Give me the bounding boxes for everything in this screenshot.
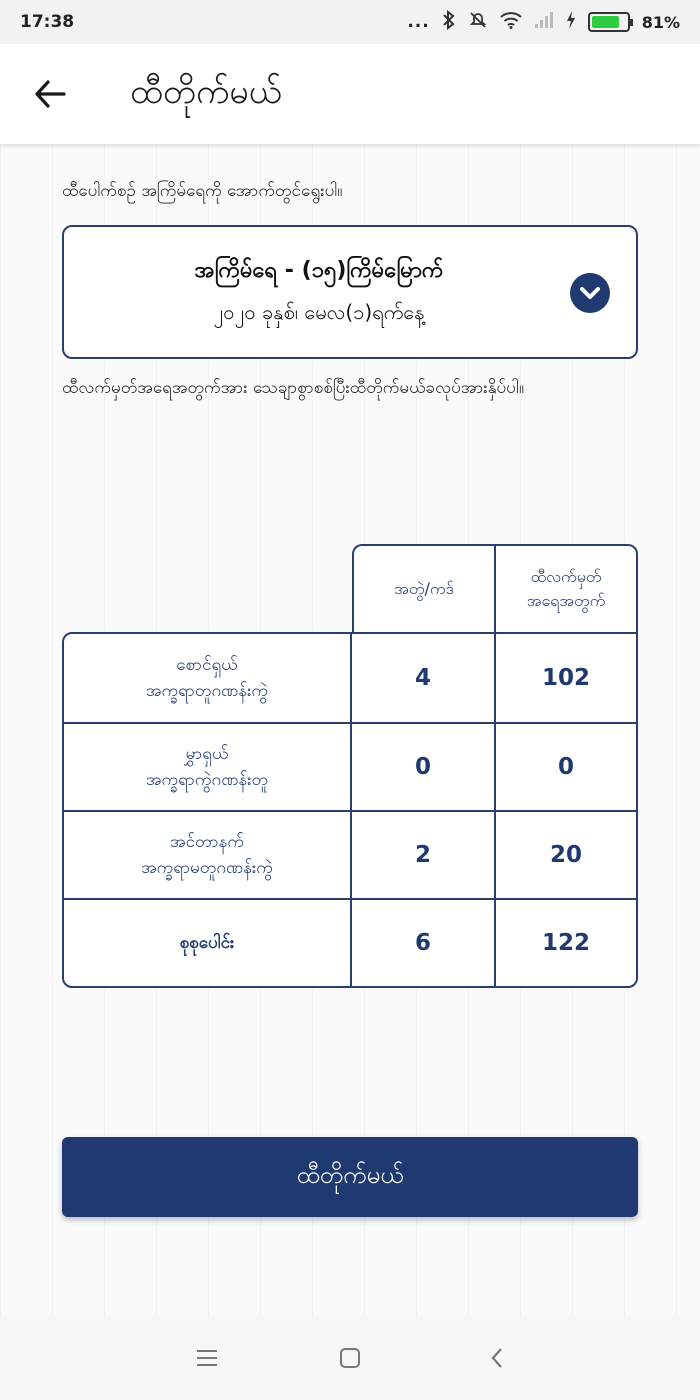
table-body: [62, 632, 638, 988]
app-bar: [0, 44, 700, 144]
status-bar: [0, 0, 700, 44]
row-sets: 4: [414, 665, 431, 691]
total-sets: 6: [414, 930, 431, 956]
total-label: စုစုပေါင်း: [64, 900, 352, 986]
row-sets: 2: [414, 842, 431, 868]
signal-icon: [534, 11, 554, 33]
row-tickets: 0: [494, 724, 636, 810]
instruction-text: ထီပေါက်စဉ် အကြိမ်ရေကို အောက်တွင်ရွေးပါ။: [62, 181, 343, 201]
ticket-summary-table: [62, 544, 638, 988]
mute-icon: [468, 10, 488, 34]
row-sets: 0: [414, 754, 431, 780]
wifi-icon: [500, 11, 522, 33]
status-icons: [407, 10, 680, 34]
chevron-down-icon[interactable]: [570, 273, 610, 313]
battery-level: [592, 16, 620, 28]
header-sets: အတွဲ/ကဒ်: [394, 579, 454, 598]
draw-date: ၂၀၂၀ ခုနှစ်၊ မေလ(၁)ရက်နေ့: [213, 300, 425, 324]
battery-percent: 81%: [641, 12, 680, 32]
arrow-left-icon: [34, 80, 66, 108]
draw-round-select[interactable]: [62, 225, 638, 359]
table-header: [352, 544, 638, 632]
header-tickets: ထီလက်မှတ် အရေအတွက်: [494, 546, 636, 632]
menu-icon[interactable]: [187, 1338, 227, 1378]
row-label: အင်တာနက် အက္ခရာမတူဂဏန်းကွဲ: [64, 812, 352, 898]
total-tickets: 122: [494, 900, 636, 986]
draw-round-title: အကြိမ်ရေ - (၁၅)ကြိမ်မြောက်: [194, 258, 444, 283]
row-label: မွှာရှယ် အက္ခရာကွဲဂဏန်းတူ: [64, 724, 352, 810]
submit-lottery-button[interactable]: ထီတိုက်မယ်: [62, 1137, 638, 1217]
row-tickets: 102: [494, 634, 636, 722]
row-tickets: 20: [494, 812, 636, 898]
home-square-icon[interactable]: [330, 1338, 370, 1378]
table-total-row: [64, 898, 636, 986]
table-row: [64, 722, 636, 810]
bluetooth-icon: [442, 10, 456, 34]
status-time: 17:38: [20, 12, 75, 32]
confirmation-note: ထီလက်မှတ်အရေအတွက်အား သေချာစွာစစ်ပြီးထီတိုက်မယ်ခလုပ်အားနှိပ်ပါ။: [62, 378, 524, 398]
battery-icon: [588, 12, 630, 32]
more-dots-icon: ...: [407, 12, 430, 32]
back-chevron-icon[interactable]: [477, 1338, 517, 1378]
content-area: [0, 144, 700, 1316]
charging-icon: [566, 11, 576, 33]
row-label: စောင်ရှယ် အက္ခရာတူဂဏန်းကွဲ: [64, 634, 352, 722]
system-nav-bar: [0, 1316, 700, 1400]
table-row: [64, 634, 636, 722]
table-row: [64, 810, 636, 898]
page-title: ထီတိုက်မယ်: [130, 71, 282, 112]
back-button[interactable]: [20, 64, 80, 124]
